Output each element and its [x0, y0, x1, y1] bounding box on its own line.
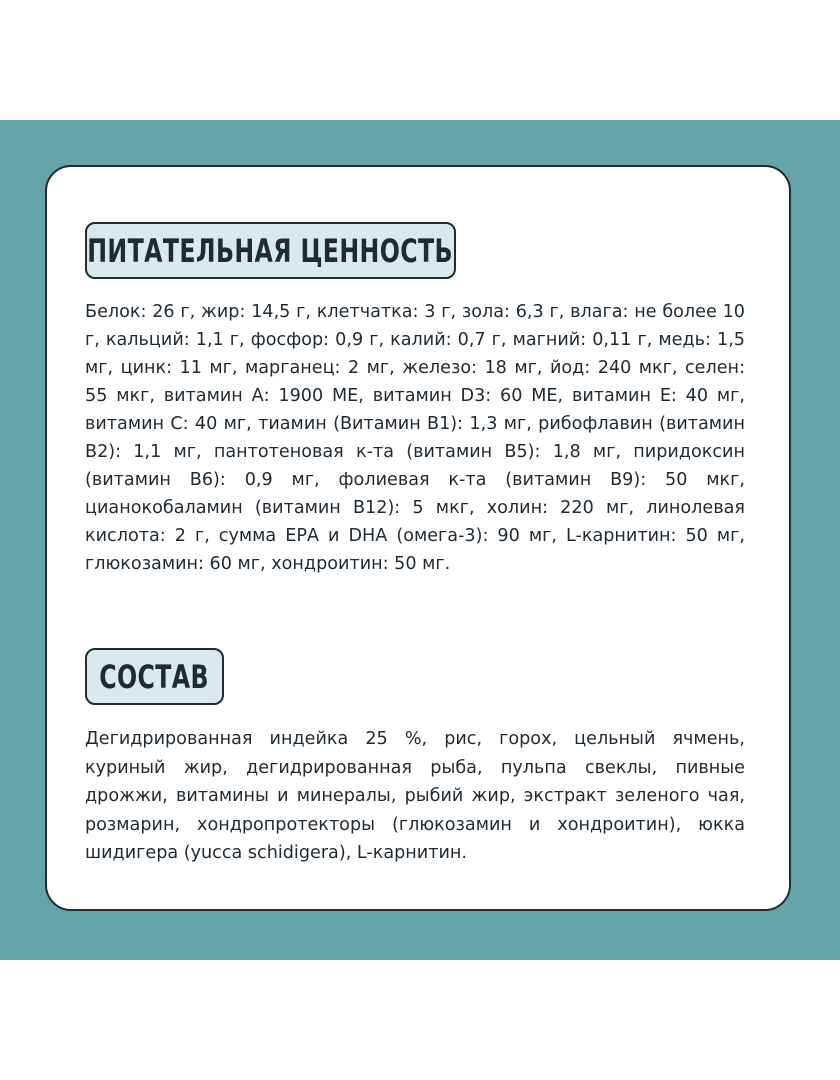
nutrition-heading-box: [85, 222, 456, 279]
composition-text: Дегидрированная индейка 25 %, рис, горох, цельный ячмень, куриный жир, дегидрированная рыба, пульпа свеклы, пивные дрожжи, витамины и минералы, рыбий жир, экстракт зеленого чая, розмарин, хондропротекторы (глюкозамин и хондроитин), юкка шидигера (yucca schidigera), L-карнитин.: [85, 729, 745, 863]
nutrition-heading: ПИТАТЕЛЬНАЯ ЦЕННОСТЬ: [87, 231, 454, 270]
info-card: [45, 165, 791, 911]
composition-heading: СОСТАВ: [99, 657, 210, 696]
nutrition-text: Белок: 26 г, жир: 14,5 г, клетчатка: 3 г, зола: 6,3 г, влага: не более 10 г, кальций: 1,1 г, фосфор: 0,9 г, калий: 0,7 г, магний: 0,11 г, медь: 1,5 мг, цинк: 11 мг, марганец: 2 мг, железо: 18 мг, йод: 240 мкг, селен: 55 мкг, витамин А: 1900 МЕ, витамин D3: 60 МЕ, витамин Е: 40 мг, витамин С: 40 мг, тиамин (Витамин В1): 1,3 мг, рибофлавин (витамин В2): 1,1 мг, пантотеновая к-та (витамин В5): 1,8 мг, пиридоксин (витамин В6): 0,9 мг, фолиевая к-та (витамин В9): 50 мкг, цианокобаламин (витамин В12): 5 мкг, холин: 220 мг, линолевая кислота: 2 г, сумма ЕРА и DHA (омега-3): 90 мг, L-карнитин: 50 мг, глюкозамин: 60 мг, хондроитин: 50 мг.: [85, 302, 745, 574]
composition-heading-box: [85, 648, 224, 705]
